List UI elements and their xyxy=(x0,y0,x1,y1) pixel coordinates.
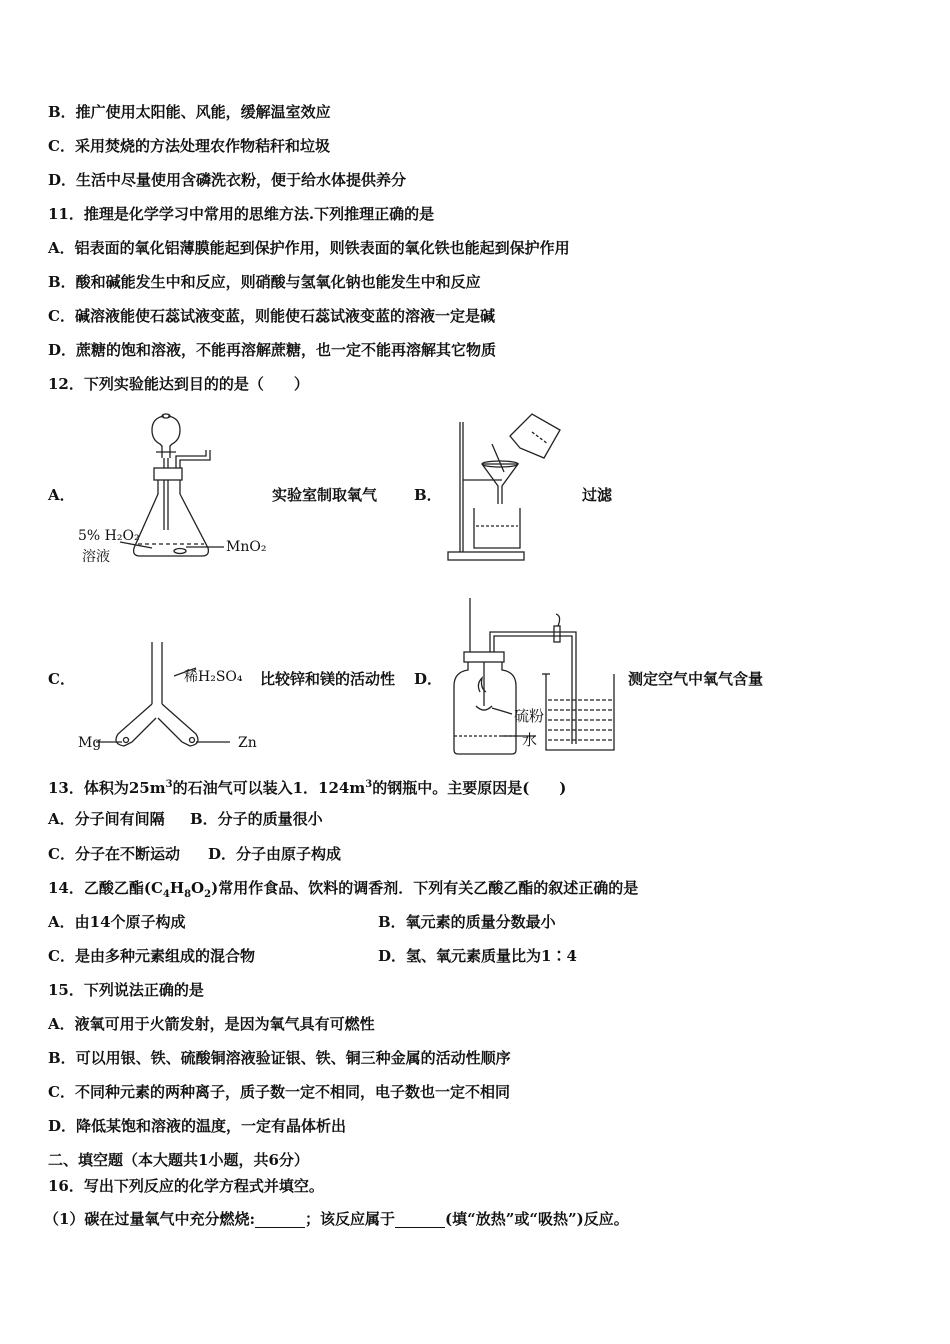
q15-option-b: B．可以用银、铁、硫酸铜溶液验证银、铁、铜三种金属的活动性顺序 xyxy=(48,1049,511,1067)
q15-option-a: A．液氧可用于火箭发射，是因为氧气具有可燃性 xyxy=(48,1015,375,1033)
q10-option-c: C．采用焚烧的方法处理农作物秸秆和垃圾 xyxy=(48,137,330,155)
q14-option-d: D．氢、氧元素质量比为1∶4 xyxy=(378,947,577,965)
q12-d-sulfur-label: 硫粉 xyxy=(514,707,545,725)
q14-option-c: C．是由多种元素组成的混合物 xyxy=(48,947,255,965)
q12-c-metal-mg: Mg xyxy=(78,735,102,751)
q13-stem: 13．体积为$25m^3$的石油气可以装入1．$124m^3$的钢瓶中。主要原因是( ) xyxy=(48,779,567,797)
q14-stem: 14．乙酸乙酯$(C_4H_8O_2)$常用作食品、饮料的调香剂．下列有关乙酸乙酯的叙述正确的是 xyxy=(48,879,639,900)
section-title: 二、填空题（本大题共1小题，共6分） xyxy=(48,1151,309,1169)
q16-stem: 16．写出下列反应的化学方程式并填空。 xyxy=(48,1177,324,1195)
q12-a-reagent-solution: 溶液 xyxy=(82,549,110,565)
q11-option-d: D．蔗糖的饱和溶液，不能再溶解蔗糖，也一定不能再溶解其它物质 xyxy=(48,341,497,359)
q12-option-a-letter: A． xyxy=(48,486,75,504)
q11-option-b: B．酸和碱能发生中和反应，则硝酸与氢氧化钠也能发生中和反应 xyxy=(48,273,481,291)
answer-blank-equation[interactable] xyxy=(255,1213,305,1228)
q15-option-d: D．降低某饱和溶液的温度，一定有晶体析出 xyxy=(48,1117,347,1135)
q13-option-c: C．分子在不断运动 xyxy=(48,845,180,863)
q12-stem: 12．下列实验能达到目的的是（ ） xyxy=(48,375,309,393)
q10-option-b: B．推广使用太阳能、风能，缓解温室效应 xyxy=(48,103,331,121)
q13-option-d: D．分子由原子构成 xyxy=(208,845,342,863)
filtration-apparatus-figure xyxy=(440,412,570,564)
answer-blank-heat-type[interactable] xyxy=(395,1213,445,1228)
q12-option-c-letter: C． xyxy=(48,670,75,688)
q15-stem: 15．下列说法正确的是 xyxy=(48,981,204,999)
q12-option-d-letter: D． xyxy=(414,670,443,688)
q14-option-b: B．氧元素的质量分数最小 xyxy=(378,913,556,931)
q11-stem: 11．推理是化学学习中常用的思维方法.下列推理正确的是 xyxy=(48,205,435,223)
q15-option-c: C．不同种元素的两种离子，质子数一定不相同，电子数也一定不相同 xyxy=(48,1083,510,1101)
q12-a-reagent: 5% H₂O₂ xyxy=(78,528,140,544)
q12-c-metal-zn: Zn xyxy=(238,735,257,751)
q12-option-a-caption: 实验室制取氧气 xyxy=(272,486,378,504)
q12-option-b-caption: 过滤 xyxy=(582,486,613,504)
q13-option-b: B．分子的质量很小 xyxy=(190,810,323,828)
q12-option-c-caption: 比较锌和镁的活动性 xyxy=(260,670,396,688)
q11-option-a: A．铝表面的氧化铝薄膜能起到保护作用，则铁表面的氧化铁也能起到保护作用 xyxy=(48,239,570,257)
q13-option-a: A．分子间有间隔 xyxy=(48,810,165,828)
q12-a-catalyst: MnO₂ xyxy=(226,539,267,555)
q10-option-d: D．生活中尽量使用含磷洗衣粉，便于给水体提供养分 xyxy=(48,171,407,189)
q14-option-a: A．由14个原子构成 xyxy=(48,913,186,931)
q16-part1: （1）碳在过量氧气中充分燃烧: ；该反应属于 (填“放热”或“吸热”)反应。 xyxy=(44,1210,629,1228)
q12-c-acid: 稀H₂SO₄ xyxy=(184,669,243,685)
q12-d-water-label: 水 xyxy=(522,731,538,749)
q12-option-d-caption: 测定空气中氧气含量 xyxy=(628,670,764,688)
q11-option-c: C．碱溶液能使石蕊试液变蓝，则能使石蕊试液变蓝的溶液一定是碱 xyxy=(48,307,495,325)
q12-option-b-letter: B． xyxy=(414,486,442,504)
